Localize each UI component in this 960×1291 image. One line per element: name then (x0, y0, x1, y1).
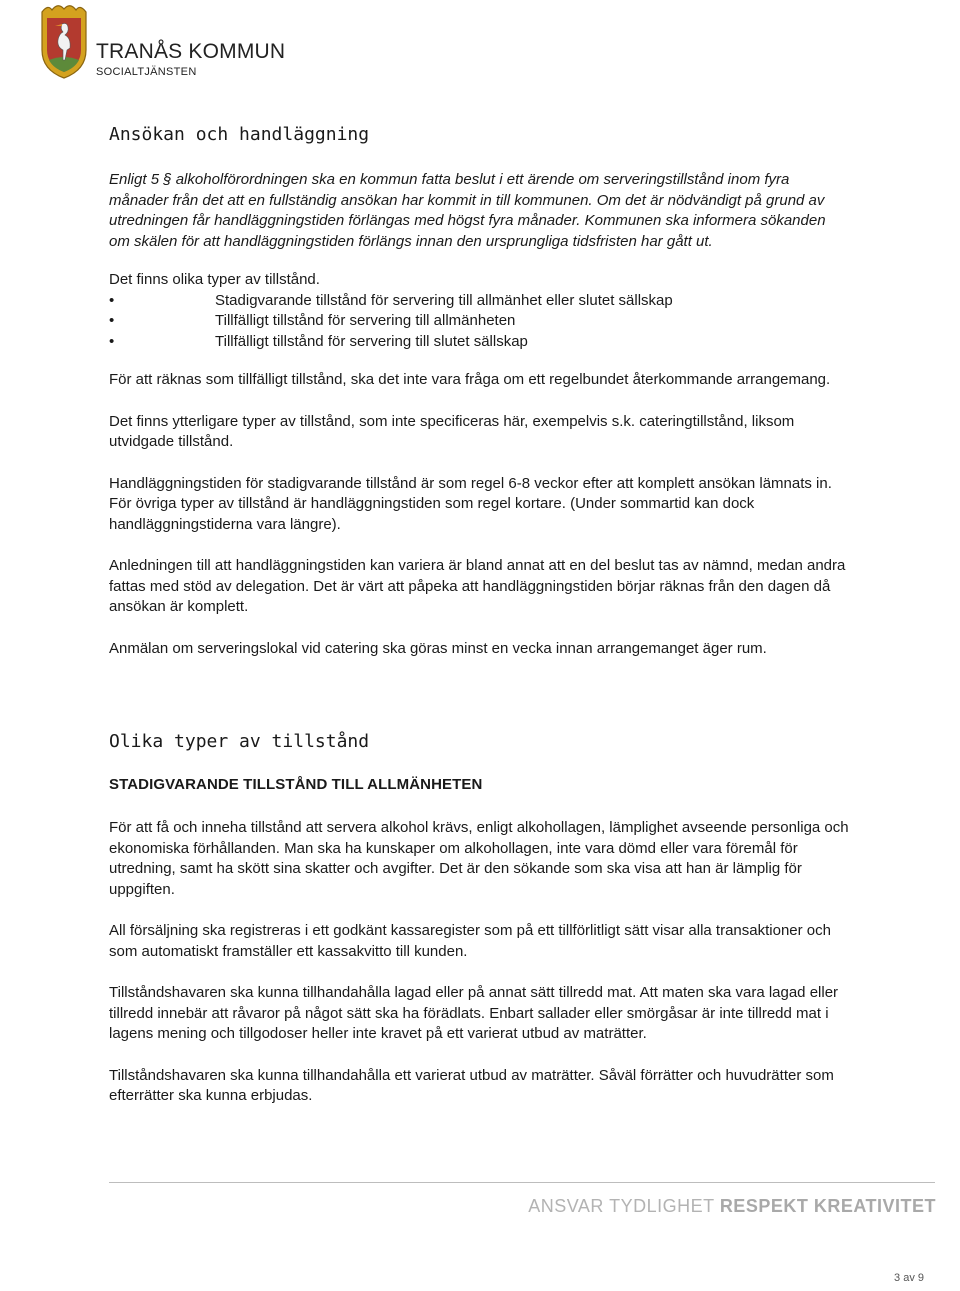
tagline-light: ANSVAR TYDLIGHET (528, 1196, 715, 1216)
cash-register-paragraph: All försäljning ska registreras i ett godkänt kassaregister som på ett tillförlitligt sätt visar alla transaktioner och som automatiskt framställer ett kassakvitto till kunden. (109, 922, 831, 960)
municipal-crest-icon (38, 2, 90, 80)
suitability-paragraph: För att få och inneha tillstånd att servera alkohol krävs, enligt alkohollagen, lämplighet avseende personliga och ekonomiska förhållanden. Man ska ha kunskaper om alkohollagen, inte vara dömd eller vara föremål för utredning, samt ha skött sina skatter och avgifter. Det är den sökande som ska visa att han är lämplig för uppgiften. (109, 819, 849, 898)
org-name: TRANÅS KOMMUN (96, 40, 286, 63)
prepared-food-paragraph: Tillståndshavaren ska kunna tillhandahålla lagad eller på annat sätt tillredd mat. Att maten ska vara lagad eller tillredd innebär att råvaror på något sätt ska ha förädlats. Enbart sallader eller smörgåsar är inte tillredd mat i lagens mening och tillgodoser heller inte kravet på ett varierat utbud av maträtter. (109, 984, 839, 1042)
permit-type-list (109, 291, 849, 353)
list-item: • Stadigvarande tillstånd för servering till allmänhet eller slutet sällskap (109, 291, 849, 312)
list-item: • Tillfälligt tillstånd för servering till allmänheten (109, 311, 849, 332)
intro-paragraph: Enligt 5 § alkoholförordningen ska en kommun fatta beslut i ett ärende om serveringstillstånd inom fyra månader från det att en fullständig ansökan har kommit in till kommunen. Om det är nödvändigt på grund av utredningen får handläggningstiden förlängas med högst fyra månader. Kommunen ska informera sökanden om skälen för att handläggningstiden förlängs innan den ursprungliga tidsfristen har gått ut. (109, 171, 826, 250)
document-header (38, 2, 438, 82)
page-number: 3 av 9 (894, 1272, 924, 1284)
temporary-permit-paragraph: För att räknas som tillfälligt tillstånd, ska det inte vara fråga om ett regelbundet återkommande arrangemang. (109, 371, 831, 388)
subheading-permanent-permit: STADIGVARANDE TILLSTÅND TILL ALLMÄNHETEN (109, 776, 483, 793)
reason-paragraph: Anledningen till att handläggningstiden kan variera är bland annat att en del beslut tas av nämnd, medan andra fattas med stöd av delegation. Det är värt att påpeka att handläggningstiden börjar räknas från den dagen då ansökan är komplett. (109, 557, 846, 615)
types-lead: Det finns olika typer av tillstånd. (109, 271, 320, 288)
footer-divider (109, 1182, 935, 1183)
section-heading-permit-types: Olika typer av tillstånd (109, 731, 370, 752)
document-body (109, 122, 849, 1107)
processing-time-paragraph: Handläggningstiden för stadigvarande tillstånd är som regel 6-8 veckor efter att komplett ansökan lämnats in. För övriga typer av tillstånd är handläggningstiden som regel kortare. (Under sommartid kan dock handläggningstiderna vara längre). (109, 474, 832, 533)
catering-paragraph: Anmälan om serveringslokal vid catering ska göras minst en vecka innan arrangemanget äger rum. (109, 639, 767, 657)
varied-menu-paragraph: Tillståndshavaren ska kunna tillhandahålla ett varierat utbud av maträtter. Såväl förrätter och huvudrätter som efterrätter ska kunna erbjudas. (109, 1066, 834, 1104)
list-item: • Tillfälligt tillstånd för servering till slutet sällskap (109, 332, 849, 353)
other-types-paragraph: Det finns ytterligare typer av tillstånd, som inte specificeras här, exempelvis s.k. cateringtillstånd, liksom utvidgade tillstånd. (109, 412, 795, 450)
tagline-bold: RESPEKT KREATIVITET (719, 1196, 936, 1216)
section-heading-application: Ansökan och handläggning (109, 124, 370, 145)
footer-tagline (528, 1196, 936, 1217)
org-department: SOCIALTJÄNSTEN (96, 66, 197, 78)
